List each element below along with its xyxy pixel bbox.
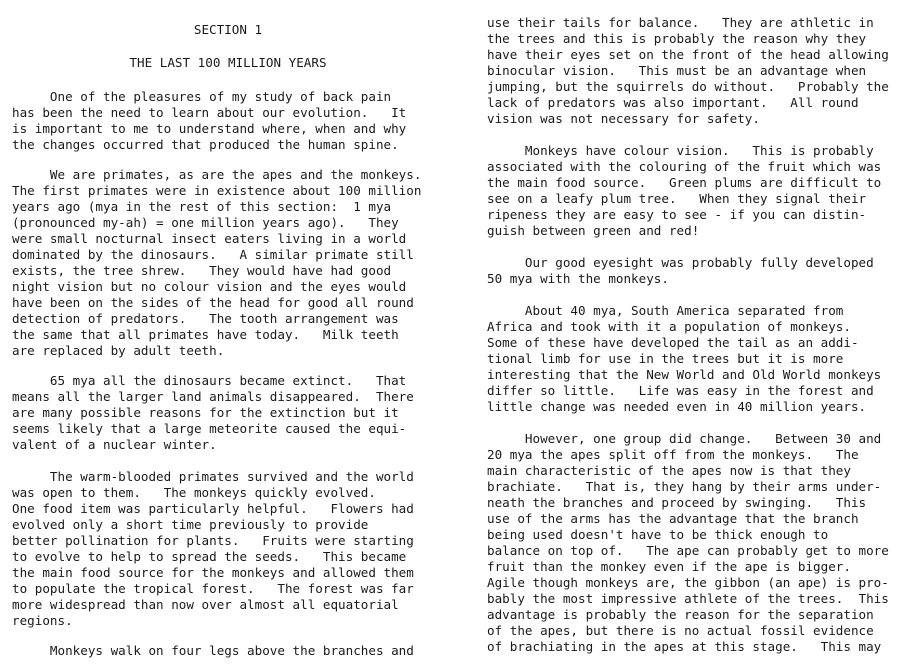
text-line: Our good eyesight was probably fully developed (487, 255, 874, 270)
text-line: valent of a nuclear winter. (12, 437, 217, 452)
text-line: see on a leafy plum tree. When they signal their (487, 191, 867, 206)
text-line: the trees and this is probably the reason why they (487, 31, 867, 46)
text-line: being used doesn't have to be thick enough to (487, 527, 829, 542)
text-line: One food item was particularly helpful. Flowers had (12, 501, 414, 516)
text-line: means all the larger land animals disappeared. There (12, 389, 414, 404)
text-line: balance on top of. The ape can probably get to more (487, 543, 889, 558)
text-line: However, one group did change. Between 30 and (487, 431, 882, 446)
text-line: of brachiating in the apes at this stage. This may (487, 639, 882, 654)
text-line: dominated by the dinosaurs. A similar primate still (12, 247, 414, 262)
text-line: have been on the sides of the head for good all round (12, 295, 414, 310)
text-line: detection of predators. The tooth arrangement was (12, 311, 399, 326)
text-line: One of the pleasures of my study of back pain (12, 89, 392, 104)
text-line: has been the need to learn about our evolution. It (12, 105, 407, 120)
text-line: binocular vision. This must be an advantage when (487, 63, 867, 78)
text-line: exists, the tree shrew. They would have had good (12, 263, 392, 278)
text-line: seems likely that a large meteorite caused the equi- (12, 421, 407, 436)
text-line: brachiate. That is, they hang by their arms under- (487, 479, 882, 494)
text-line: are replaced by adult teeth. (12, 343, 225, 358)
text-line: the changes occurred that produced the human spine. (12, 137, 399, 152)
text-line: the main food source for the monkeys and allowed them (12, 565, 414, 580)
text-line: 20 mya the apes split off from the monkeys. The (487, 447, 859, 462)
text-line: jumping, but the squirrels do without. Probably the (487, 79, 889, 94)
text-line: associated with the colouring of the fruit which was (487, 159, 882, 174)
text-line: evolved only a short time previously to provide (12, 517, 369, 532)
text-line: Monkeys walk on four legs above the branches and (12, 643, 414, 658)
text-line: main characteristic of the apes now is that they (487, 463, 851, 478)
text-line: tional limb for use in the trees but it is more (487, 351, 844, 366)
text-line: to evolve to help to spread the seeds. This became (12, 549, 407, 564)
text-line: was open to them. The monkeys quickly evolved. (12, 485, 376, 500)
section-heading: SECTION 1 (193, 22, 263, 37)
text-line: the main food source. Green plums are difficult to (487, 175, 882, 190)
text-line: better pollination for plants. Fruits were starting (12, 533, 414, 548)
text-line: 50 mya with the monkeys. (487, 271, 669, 286)
text-line: use their tails for balance. They are athletic in (487, 15, 874, 30)
text-line: The warm-blooded primates survived and the world (12, 469, 414, 484)
text-line: bably the most impressive athlete of the trees. This (487, 591, 889, 606)
text-line: were small nocturnal insect eaters living in a world (12, 231, 407, 246)
text-line: Agile though monkeys are, the gibbon (an ape) is pro- (487, 575, 889, 590)
text-line: the same that all primates have today. Milk teeth (12, 327, 399, 342)
text-line: is important to me to understand where, when and why (12, 121, 407, 136)
text-line: ripeness they are easy to see - if you can distin- (487, 207, 867, 222)
text-line: fruit than the monkey even if the ape is bigger. (487, 559, 851, 574)
text-line: vision was not necessary for safety. (487, 111, 760, 126)
text-line: advantage is probably the reason for the separation (487, 607, 874, 622)
text-line: to populate the tropical forest. The forest was far (12, 581, 414, 596)
text-line: are many possible reasons for the extinction but it (12, 405, 399, 420)
text-line: (pronounced my-ah) = one million years ago). They (12, 215, 399, 230)
text-line: Some of these have developed the tail as an addi- (487, 335, 859, 350)
text-line: Africa and took with it a population of monkeys. (487, 319, 851, 334)
text-line: years ago (mya in the rest of this section: 1 mya (12, 199, 392, 214)
text-line: more widespread than now over almost all equatorial (12, 597, 399, 612)
text-line: interesting that the New World and Old World monkeys (487, 367, 882, 382)
text-line: use of the arms has the advantage that the branch (487, 511, 859, 526)
text-line: We are primates, as are the apes and the monkeys. (12, 167, 422, 182)
text-line: of the apes, but there is no actual fossil evidence (487, 623, 874, 638)
text-line: differ so little. Life was easy in the forest and (487, 383, 874, 398)
chapter-title: THE LAST 100 MILLION YEARS (129, 55, 327, 70)
text-line: About 40 mya, South America separated from (487, 303, 844, 318)
text-line: Monkeys have colour vision. This is probably (487, 143, 874, 158)
text-line: The first primates were in existence about 100 million (12, 183, 422, 198)
text-line: have their eyes set on the front of the head allowing (487, 47, 889, 62)
text-line: lack of predators was also important. All round (487, 95, 859, 110)
text-line: 65 mya all the dinosaurs became extinct. That (12, 373, 407, 388)
text-line: neath the branches and proceed by swinging. This (487, 495, 867, 510)
text-line: night vision but no colour vision and the eyes would (12, 279, 407, 294)
text-line: little change was needed even in 40 million years. (487, 399, 867, 414)
text-line: regions. (12, 613, 73, 628)
text-line: guish between green and red! (487, 223, 700, 238)
